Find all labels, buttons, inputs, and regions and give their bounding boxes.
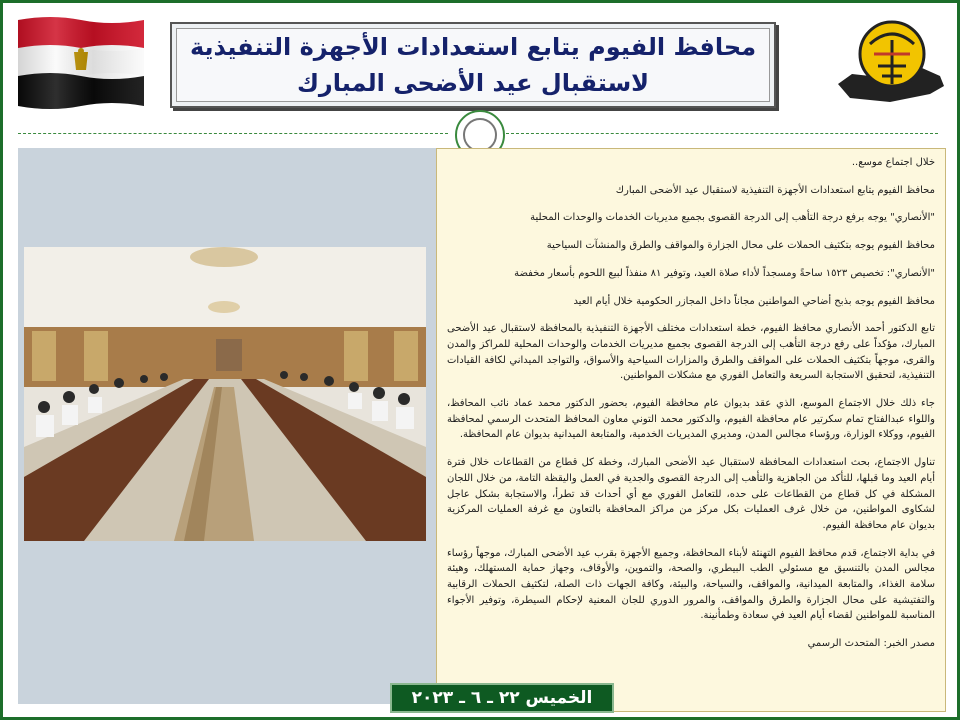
- page-title: محافظ الفيوم يتابع استعدادات الأجهزة التنفيذية لاستقبال عيد الأضحى المبارك: [176, 28, 770, 102]
- fayoum-governorate-logo-icon: [830, 14, 950, 122]
- article-paragraph: محافظ الفيوم يوجه بذبح أضاحي المواطنين مجاناً داخل المجازر الحكومية خلال أيام العيد: [573, 295, 935, 307]
- article-source: مصدر الخبر: المتحدث الرسمي: [807, 638, 935, 650]
- article-paragraph: خلال اجتماع موسع..: [851, 157, 935, 168]
- article-paragraph: "الأنصاري" يوجه برفع درجة التأهب إلى الدرجة القصوى بجميع مديريات الخدمات والوحدات المحلية: [530, 212, 935, 224]
- article-paragraph: "الأنصاري": تخصيص ١٥٢٣ ساحةً ومسجداً لأداء صلاة العيد، وتوفير ٨١ منفذاً لبيع اللحوم بأسعار مخفضة: [514, 267, 935, 279]
- article-paragraph: محافظ الفيوم يوجه بتكثيف الحملات على محال الجزارة والمواقف والطرق والمنشآت السياحية: [546, 240, 935, 252]
- article-text-box: [436, 148, 946, 712]
- divider-right: [506, 133, 938, 134]
- divider-left: [18, 133, 448, 134]
- title-box: [170, 22, 776, 108]
- article-paragraph: تابع الدكتور أحمد الأنصاري محافظ الفيوم، خطة استعدادات مختلف الأجهزة التنفيذية بالمحافظة لاستقبال عيد الأضحى المبارك، مؤكداً على رفع درجة التأهب إلى الدرجة القصوى بجميع مديريات الخدمات والوحدات المحلية للمراكز والمدن والقرى، موجهاً بتكثيف الحملات على المواقف والطرق والمزارات السياحية والأسواق، والتواجد الميداني لكافة القيادات التنفيذية، لتحقيق الاستجابة السريعة والتعامل الفوري مع مشكلات المواطنين.: [447, 323, 935, 382]
- meeting-hall-photo: [24, 247, 426, 541]
- article-paragraph: محافظ الفيوم يتابع استعدادات الأجهزة التنفيذية لاستقبال عيد الأضحى المبارك: [615, 184, 935, 196]
- date-badge: الخميس ٢٢ ـ ٦ ـ ٢٠٢٣: [390, 683, 614, 713]
- article-paragraph: تناول الاجتماع، بحث استعدادات المحافظة لاستقبال عيد الأضحى المبارك، وخطة كل قطاع من القطاعات خلال فترة أيام العيد وما قبلها، للتأكد من الجاهزية والتأهب إلى الدرجة القصوى والجدية في العمل واليقظة التامة، من خلال اللجان المشكلة في كل قطاع من القطاعات على حده، للتعامل الفوري مع أي أحداث قد تطرأ، والاستجابة بشكل عاجل لشكاوى المواطنين، من خلال غرف العمليات بكل مركز من مراكز المحافظة بالتعاون مع غرفة العمليات المركزية بديوان عام محافظة الفيوم.: [447, 457, 935, 531]
- article-paragraph: جاء ذلك خلال الاجتماع الموسع، الذي عقد بديوان عام محافظة الفيوم، بحضور الدكتور محمد عماد نائب المحافظ، واللواء عبدالفتاح تمام سكرتير عام محافظة الفيوم، والدكتور محمد التوني معاون المحافظ المتحدث الرسمي لمحافظة الفيوم، ووكلاء الوزارة، ورؤساء مجالس المدن، ومديري المديريات الخدمية، والمتابعة الميدانية بديوان عام المحافظة.: [447, 398, 935, 441]
- egypt-flag-icon: [16, 14, 146, 110]
- article-paragraph: في بداية الاجتماع، قدم محافظ الفيوم التهنئة لأبناء المحافظة، وجميع الأجهزة بقرب عيد الأضحى المبارك، موجهاً رؤساء مجالس المدن بالتنسيق مع مسئولي الطب البيطري، والصحة، والتموين، والأوقاف، وجهاز حماية المستهلك، وهيئة سلامة الغذاء، والمتابعة الميدانية، والمواقف، والسياحة، والبيئة، وكافة الجهات ذات الصلة، لتكثيف الحملات الرقابية والتفتيشية على محال الجزارة والطرق والمواقف، والمرور الدوري للجان المعنية لإحكام السيطرة، وتوفير الأجواء المناسبة للمواطنين لقضاء أيام العيد في سعادة وطمأنينة.: [447, 547, 935, 622]
